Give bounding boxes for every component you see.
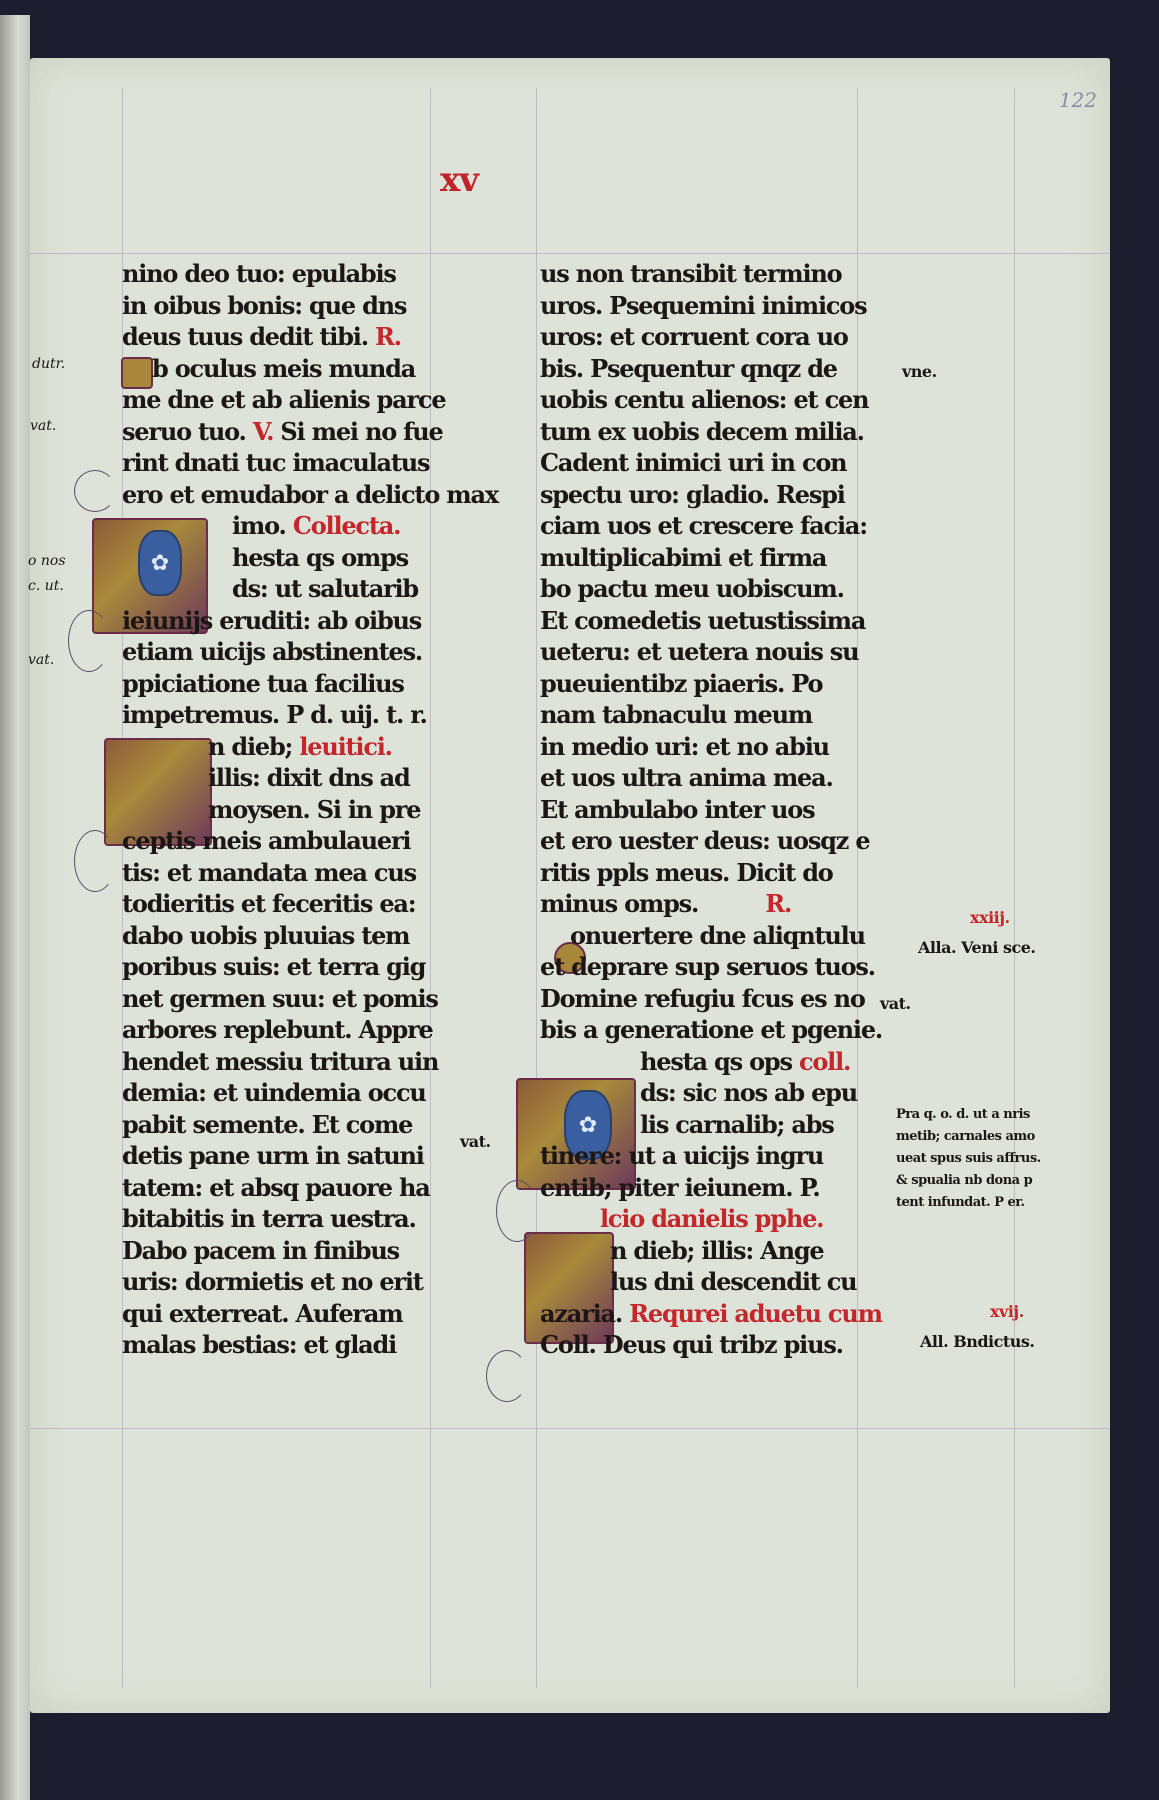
- text-line: tis: et mandata mea cus: [122, 857, 416, 887]
- text-line: et ero uester deus: uosqz e: [540, 826, 870, 855]
- text-line: etiam uicijs abstinentes.: [122, 637, 423, 666]
- margin-gloss-number: xvij.: [990, 1302, 1024, 1321]
- rubric-response: R.: [765, 889, 792, 918]
- text-line: tatem: et absq pauore ha: [122, 1172, 430, 1202]
- ruling-line-bottom: [30, 1428, 1110, 1429]
- text-line: malas bestias: et gladi: [122, 1330, 396, 1359]
- text-line: ueteru: et uetera nouis su: [540, 637, 859, 666]
- text-line: spectu uro: gladio. Respi: [540, 479, 845, 509]
- rubric-response: R.: [375, 322, 401, 351]
- text-line: ritis ppls meus. Dicit do: [540, 857, 833, 887]
- text-line: arbores replebunt. Appre: [122, 1015, 433, 1044]
- text-line: Dabo pacem in finibus: [122, 1235, 399, 1265]
- text-line: Coll. Deus qui tribz pius.: [540, 1330, 843, 1359]
- rubric-leuitici: leuitici.: [299, 731, 392, 761]
- text-line: Domine refugiu fcus es no: [540, 983, 865, 1013]
- text-line: onuertere dne aliqntulu: [570, 920, 865, 950]
- text-line: lus dni descendit cu: [610, 1267, 857, 1296]
- text-line: bitabitis in terra uestra.: [122, 1204, 416, 1233]
- text-line: ciam uos et crescere facia:: [540, 511, 867, 540]
- left-margin-note: vat.: [30, 418, 57, 434]
- ruling-line-margin: [1014, 88, 1015, 1688]
- left-margin-note: dutr.: [32, 356, 66, 372]
- pen-flourish: [74, 470, 116, 512]
- text-line: deus tuus dedit tibi. R.: [122, 322, 401, 351]
- text-line: Et comedetis uetustissima: [540, 605, 866, 635]
- text-line: ceptis meis ambulaueri: [122, 826, 411, 855]
- preceding-page-edge: [0, 15, 30, 1800]
- text-line: Cadent inimici uri in con: [540, 448, 847, 477]
- pen-flourish: [486, 1350, 528, 1402]
- text-line: demia: et uindemia occu: [122, 1078, 426, 1107]
- text-line: seruo tuo. V. Si mei no fue: [122, 416, 443, 446]
- text-line: tum ex uobis decem milia.: [540, 416, 864, 446]
- text-line: dabo uobis pluuias tem: [122, 920, 410, 950]
- text-line: Et ambulabo inter uos: [540, 794, 815, 824]
- gloss-line: metib; carnales amo: [896, 1129, 1035, 1144]
- text-line: hendet messiu tritura uin: [122, 1046, 439, 1076]
- text-line: illis: dixit dns ad: [208, 763, 410, 792]
- left-margin-note: c. ut.: [28, 578, 64, 594]
- running-head: xv: [440, 160, 479, 200]
- text-line: moysen. Si in pre: [208, 794, 421, 824]
- text-line: ero et emudabor a delicto max: [122, 479, 498, 509]
- gloss-line: & spualia nb dona p: [896, 1173, 1033, 1188]
- margin-gloss-number: xxiij.: [970, 908, 1010, 927]
- pen-flourish: [68, 610, 110, 672]
- text-line: detis pane urm in satuni: [122, 1141, 424, 1170]
- text-line: rint dnati tuc imaculatus: [122, 448, 430, 477]
- text-line: bo pactu meu uobiscum.: [540, 574, 844, 603]
- text-line: n dieb; leuitici.: [208, 731, 392, 761]
- text-line: imo. Collecta.: [232, 511, 401, 540]
- rubric-versicle: V.: [252, 416, 274, 446]
- text-line: uros. Psequemini inimicos: [540, 290, 867, 320]
- folio-number: 122: [1058, 88, 1097, 112]
- text-line: entib; piter ieiunem. P.: [540, 1172, 820, 1202]
- text-line: nam tabnaculu meum: [540, 700, 813, 729]
- gloss-line: ueat spus suis affrus.: [896, 1151, 1041, 1166]
- text-line: in medio uri: et no abiu: [540, 731, 829, 761]
- ruling-line-right-outer: [536, 88, 537, 1688]
- text-column-b: [540, 258, 883, 1361]
- initial-infill-icon: ✿: [564, 1090, 612, 1160]
- margin-gloss: vne.: [902, 362, 937, 381]
- text-line: et uos ultra anima mea.: [540, 763, 833, 792]
- initial-infill-icon: ✿: [138, 530, 182, 596]
- text-line: ds: sic nos ab epu: [640, 1078, 858, 1107]
- text-line: us non transibit termino: [540, 259, 842, 288]
- text-line: bis. Psequentur qnqz de: [540, 353, 837, 383]
- text-line: multiplicabimi et firma: [540, 542, 827, 572]
- margin-gloss: All. Bndictus.: [920, 1332, 1035, 1351]
- text-line: todieritis et feceritis ea:: [122, 889, 416, 918]
- text-line: in oibus bonis: que dns: [122, 290, 407, 320]
- text-line: qui exterreat. Auferam: [122, 1298, 403, 1328]
- margin-gloss: vat.: [460, 1132, 491, 1151]
- text-line: me dne et ab alienis parce: [122, 385, 446, 414]
- gloss-line: Pra q. o. d. ut a nris: [896, 1107, 1030, 1122]
- text-line: b oculus meis munda: [152, 353, 416, 383]
- text-line: pabit semente. Et come: [122, 1109, 413, 1139]
- margin-gloss: vat.: [880, 994, 911, 1013]
- margin-gloss: Alla. Veni sce.: [918, 938, 1036, 957]
- text-line: pueuientibz piaeris. Po: [540, 668, 823, 698]
- text-line: lis carnalib; abs: [640, 1109, 834, 1139]
- text-line: impetremus. P d. uij. t. r.: [122, 700, 427, 729]
- text-line: net germen suu: et pomis: [122, 983, 438, 1013]
- rubric-requiem: Requrei aduetu cum: [629, 1298, 882, 1328]
- margin-gloss-prayer: [896, 1104, 1041, 1214]
- rubric-coll: coll.: [798, 1046, 851, 1076]
- text-line: hesta qs ops coll.: [640, 1046, 851, 1076]
- text-line: bis a generatione et pgenie.: [540, 1015, 883, 1044]
- text-line: n dieb; illis: Ange: [610, 1235, 824, 1265]
- text-line: nino deo tuo: epulabis: [122, 259, 396, 288]
- gloss-line: tent infundat. P er.: [896, 1195, 1025, 1210]
- text-line: azaria. Requrei aduetu cum: [540, 1298, 882, 1328]
- text-line: minus omps. R.: [540, 889, 792, 918]
- text-line: uros: et corruent cora uo: [540, 322, 848, 351]
- rubric-collecta: Collecta.: [292, 511, 401, 540]
- pen-flourish: [496, 1180, 538, 1242]
- text-line: et deprare sup seruos tuos.: [540, 952, 875, 981]
- text-line: ppiciatione tua facilius: [122, 668, 404, 698]
- text-line: ieiunijs eruditi: ab oibus: [122, 605, 422, 635]
- left-margin-note: vat.: [28, 652, 55, 668]
- text-line: ds: ut salutarib: [232, 574, 419, 603]
- pen-flourish: [74, 830, 116, 892]
- rubric-lectio: lcio danielis pphe.: [600, 1204, 824, 1233]
- text-line: tinere: ut a uicijs ingru: [540, 1141, 824, 1170]
- text-line: hesta qs omps: [232, 542, 408, 572]
- text-line: uris: dormietis et no erit: [122, 1267, 423, 1296]
- left-margin-note: o nos: [28, 553, 66, 569]
- ruling-line-top: [30, 253, 1110, 254]
- text-line: uobis centu alienos: et cen: [540, 385, 869, 414]
- text-line: poribus suis: et terra gig: [122, 952, 426, 981]
